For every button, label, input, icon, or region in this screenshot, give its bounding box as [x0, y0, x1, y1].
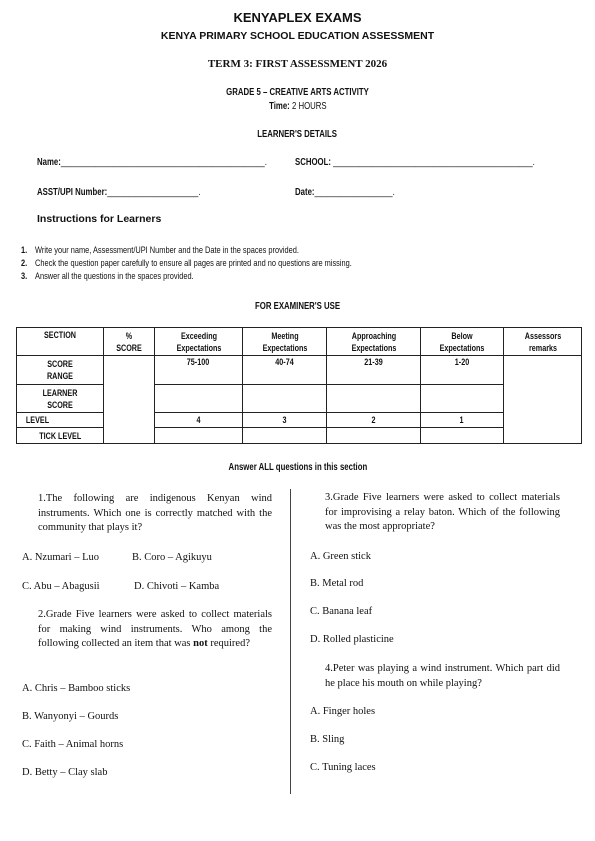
table-cell: 75-100	[155, 356, 243, 385]
time-value: 2 HOURS	[291, 101, 327, 112]
table-cell: 21-39	[327, 356, 421, 385]
row-label: LEVEL	[17, 413, 104, 428]
learner-details-heading: LEARNER'S DETAILS	[257, 129, 338, 140]
table-cell: 1-20	[421, 356, 504, 385]
table-header-row	[17, 328, 582, 356]
row-label: SCORE RANGE	[17, 356, 104, 385]
q3-option-d[interactable]: D. Rolled plasticine	[310, 634, 394, 645]
question-4-stem: 4.Peter was playing a wind instrument. Which part did he place his mouth on while playing?	[325, 663, 560, 689]
header-cell: % SCORE	[104, 328, 155, 356]
header-cell: Below Expectations	[421, 328, 504, 356]
q1-option-a[interactable]: A. Nzumari – Luo	[22, 552, 99, 563]
date-blank[interactable]: __________________.	[314, 187, 395, 198]
date-field[interactable]	[295, 187, 423, 198]
header-cell: Approaching Expectations	[327, 328, 421, 356]
table-cell: 4	[155, 413, 243, 428]
school-blank[interactable]: ______________________________________________.	[333, 157, 535, 168]
header-cell: SECTION	[17, 328, 104, 356]
table-cell: 3	[243, 413, 327, 428]
name-label: Name:	[37, 157, 61, 168]
instruction-text: Check the question paper carefully to ensure all pages are printed and no questions are missing.	[35, 258, 352, 269]
remarks-cell[interactable]	[504, 356, 582, 444]
q2-option-c[interactable]: C. Faith – Animal horns	[22, 739, 124, 750]
instruction-text: Answer all the questions in the spaces provided.	[35, 271, 194, 282]
q2-option-a[interactable]: A. Chris – Bamboo sticks	[22, 683, 131, 694]
asst-field[interactable]	[37, 187, 247, 198]
table-cell[interactable]	[243, 428, 327, 444]
table-cell[interactable]	[327, 428, 421, 444]
q1-option-b[interactable]: B. Coro – Agikuyu	[132, 552, 212, 563]
instruction-num: 2.	[21, 258, 28, 269]
time-label: Time:	[268, 101, 290, 112]
table-cell: 2	[327, 413, 421, 428]
name-blank[interactable]: _______________________________________________.	[60, 157, 267, 168]
exam-name: KENYAPLEX EXAMS	[233, 10, 362, 25]
q3-option-b[interactable]: B. Metal rod	[310, 578, 364, 589]
examiner-table	[16, 327, 582, 444]
question-1-stem: 1.The following are indigenous Kenyan wind instruments. Which one is correctly matched with the community that plays it?	[38, 493, 272, 533]
q4-option-b[interactable]: B. Sling	[310, 734, 345, 745]
header-cell: Exceeding Expectations	[155, 328, 243, 356]
table-row	[17, 413, 582, 428]
table-cell[interactable]	[243, 385, 327, 413]
subject-title: GRADE 5 – CREATIVE ARTS ACTIVITY	[226, 87, 369, 98]
column-divider	[290, 489, 291, 794]
row-label: TICK LEVEL	[17, 428, 104, 444]
examiner-heading: FOR EXAMINER'S USE	[254, 301, 341, 312]
instruction-item	[21, 257, 445, 270]
time-line	[0, 101, 595, 112]
asst-blank[interactable]: _____________________.	[107, 187, 201, 198]
table-cell[interactable]	[155, 428, 243, 444]
table-row	[17, 428, 582, 444]
section-instruction: Answer ALL questions in this section	[228, 462, 367, 473]
instruction-num: 1.	[21, 245, 28, 256]
term-title: TERM 3: FIRST ASSESSMENT 2026	[207, 58, 388, 70]
q4-option-c[interactable]: C. Tuning laces	[310, 762, 376, 773]
table-cell[interactable]	[155, 385, 243, 413]
school-field[interactable]	[295, 157, 595, 168]
table-cell: 1	[421, 413, 504, 428]
instruction-item	[21, 244, 445, 257]
asst-label: ASST/UPI Number:	[37, 187, 108, 198]
row-label: LEARNER SCORE	[17, 385, 104, 413]
table-row	[17, 385, 582, 413]
instructions-list	[21, 244, 445, 283]
school-label: SCHOOL:	[295, 157, 331, 168]
header-cell: Meeting Expectations	[243, 328, 327, 356]
instruction-num: 3.	[21, 271, 28, 282]
table-cell[interactable]	[421, 385, 504, 413]
q2-option-d[interactable]: D. Betty – Clay slab	[22, 767, 108, 778]
q1-option-c[interactable]: C. Abu – Abagusii	[22, 581, 100, 592]
table-cell[interactable]	[421, 428, 504, 444]
instruction-text: Write your name, Assessment/UPI Number and the Date in the spaces provided.	[35, 245, 299, 256]
q3-option-a[interactable]: A. Green stick	[310, 551, 371, 562]
instruction-item	[21, 270, 445, 283]
q1-option-d[interactable]: D. Chivoti – Kamba	[134, 581, 220, 592]
assessment-title: KENYA PRIMARY SCHOOL EDUCATION ASSESSMENT	[160, 30, 435, 42]
instructions-heading: Instructions for Learners	[37, 213, 162, 225]
table-row	[17, 356, 582, 385]
date-label: Date:	[295, 187, 315, 198]
q2-option-b[interactable]: B. Wanyonyi – Gourds	[22, 711, 119, 722]
question-2-stem: 2.Grade Five learners were asked to collect materials for making wind instruments. Who among the following collected an item that was not required?	[38, 609, 272, 649]
q3-option-c[interactable]: C. Banana leaf	[310, 606, 373, 617]
name-field[interactable]	[37, 157, 332, 168]
table-cell[interactable]	[327, 385, 421, 413]
header-cell: Assessors remarks	[504, 328, 582, 356]
q4-option-a[interactable]: A. Finger holes	[310, 706, 376, 717]
table-cell: 40-74	[243, 356, 327, 385]
percent-score-cell[interactable]	[104, 356, 155, 444]
question-3-stem: 3.Grade Five learners were asked to collect materials for improvising a relay baton. Which of the following was the most appropriate?	[325, 492, 560, 532]
